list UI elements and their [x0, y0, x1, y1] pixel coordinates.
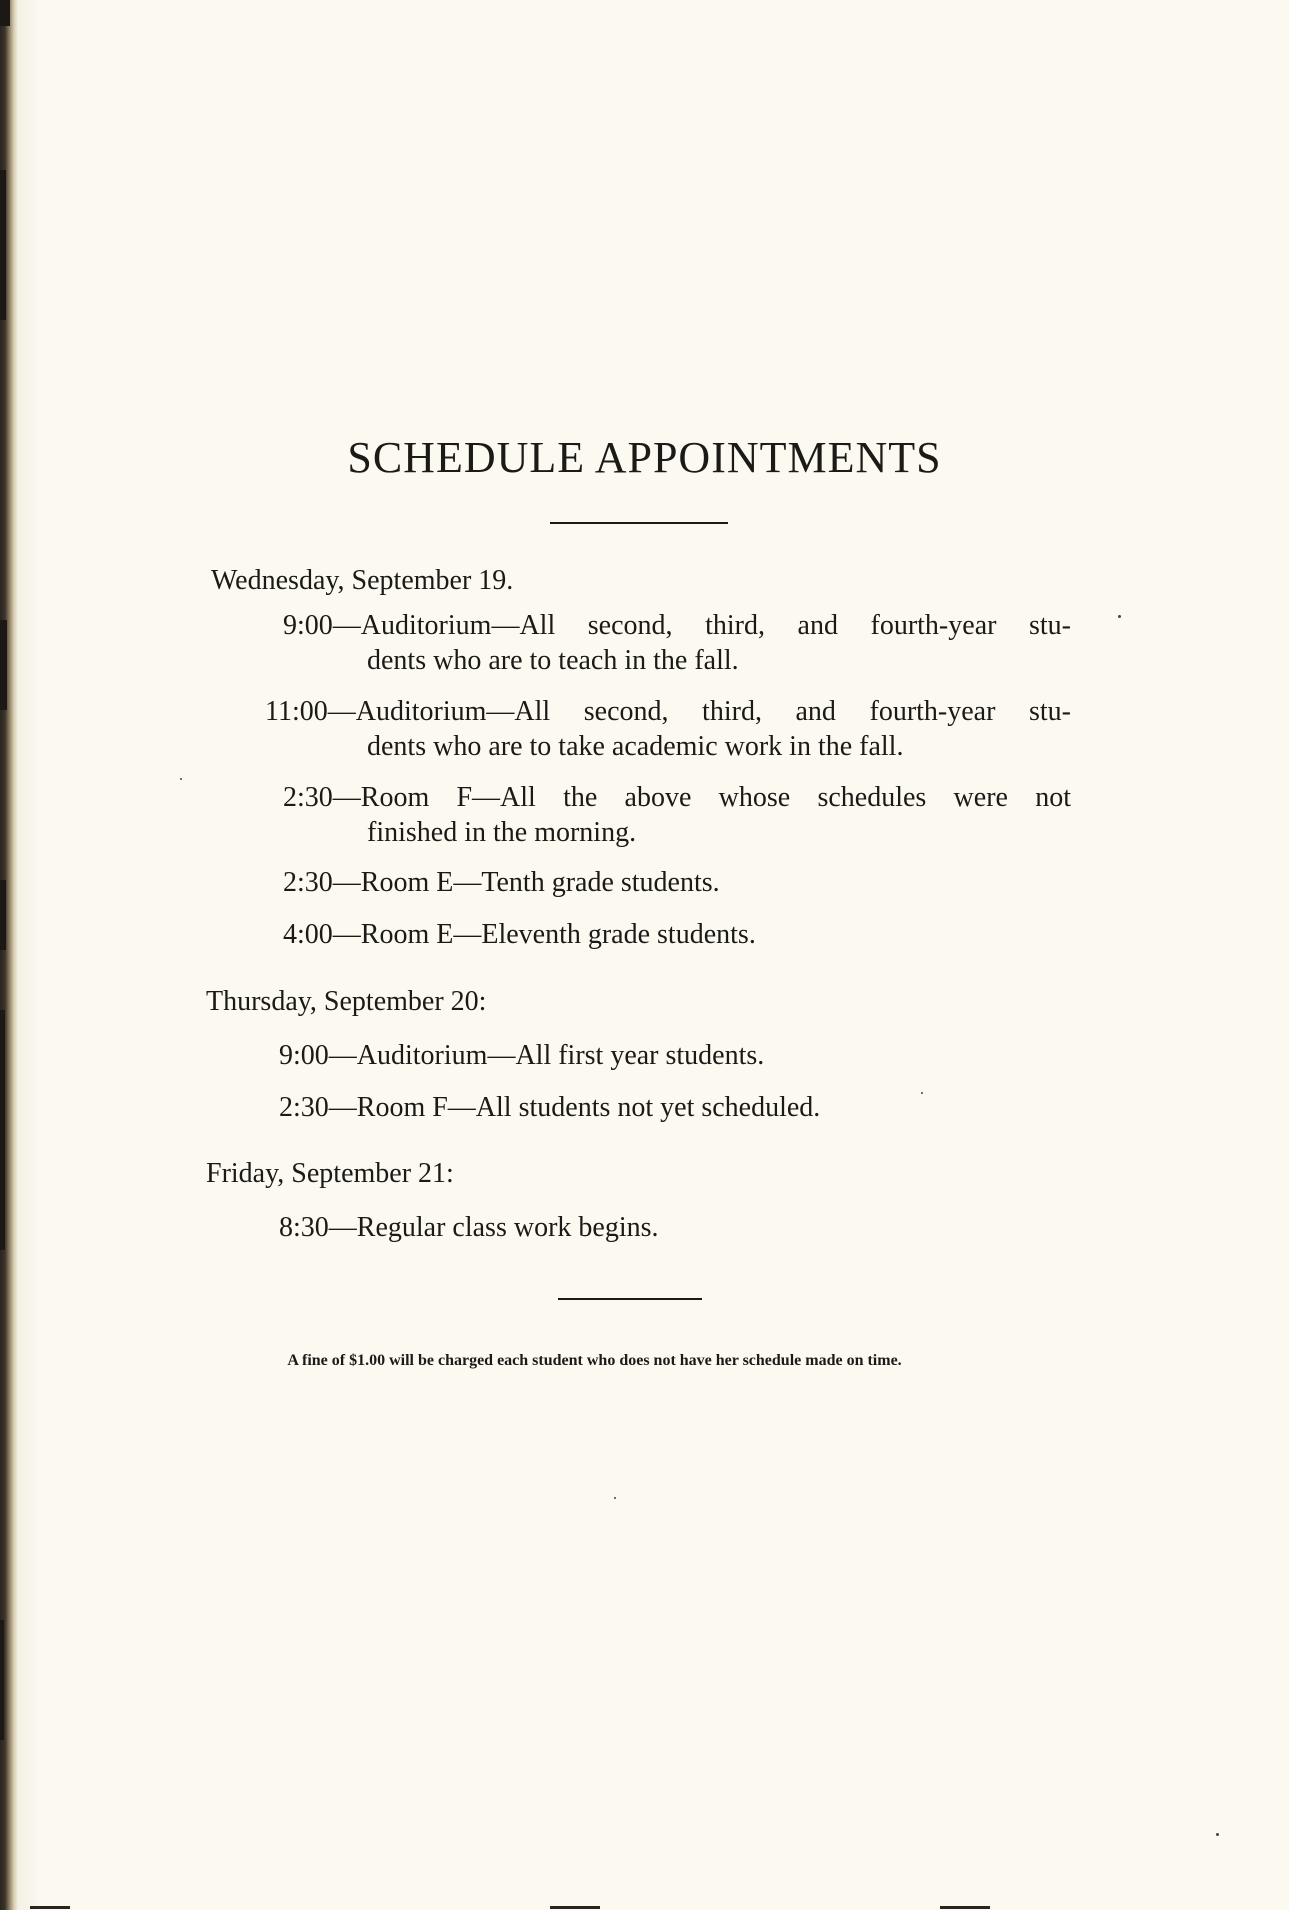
paper-speck	[614, 1497, 616, 1499]
paper-speck	[1216, 1833, 1219, 1836]
entry-line: 8:30—Regular class work begins.	[279, 1212, 659, 1243]
entry-line: 4:00—Room E—Eleventh grade students.	[283, 919, 756, 950]
entry-line: 11:00—Auditorium—All second, third, and fourth-year stu-	[265, 696, 1071, 727]
entry-continuation: dents who are to teach in the fall.	[367, 645, 739, 676]
section-divider	[558, 1298, 702, 1300]
entry-line: 2:30—Room E—Tenth grade students.	[283, 867, 720, 898]
scan-mark	[940, 1906, 990, 1909]
schedule-entry	[283, 917, 1073, 952]
entry-line: 2:30—Room F—All students not yet scheduled.	[279, 1092, 821, 1123]
entry-line: 9:00—Auditorium—All first year students.	[279, 1040, 765, 1071]
paper-speck	[1118, 615, 1121, 618]
schedule-entry	[279, 1038, 1069, 1073]
schedule-entry	[283, 608, 1071, 678]
entry-continuation: dents who are to take academic work in the fall.	[367, 731, 904, 762]
title-divider	[550, 522, 728, 524]
day-heading-friday: Friday, September 21:	[206, 1158, 454, 1189]
schedule-entry	[265, 694, 1071, 764]
page-title: SCHEDULE APPOINTMENTS	[347, 433, 942, 482]
binding-edge	[0, 0, 18, 1910]
entry-line: 2:30—Room F—All the above whose schedules were not	[283, 782, 1071, 813]
footnote: A fine of $1.00 will be charged each student who does not have her schedule made on time.	[287, 1352, 902, 1369]
day-heading-wednesday: Wednesday, September 19.	[211, 565, 514, 596]
scan-mark	[550, 1906, 600, 1909]
schedule-entry	[279, 1090, 1069, 1125]
schedule-entry	[283, 865, 1073, 900]
paper-speck	[921, 1092, 923, 1094]
paper-speck	[180, 778, 182, 780]
schedule-entry	[279, 1210, 1069, 1245]
entry-continuation: finished in the morning.	[367, 817, 637, 848]
schedule-entry	[283, 780, 1071, 850]
day-heading-thursday: Thursday, September 20:	[206, 986, 487, 1017]
entry-line: 9:00—Auditorium—All second, third, and fourth-year stu-	[283, 610, 1071, 641]
scan-mark	[30, 1906, 70, 1909]
